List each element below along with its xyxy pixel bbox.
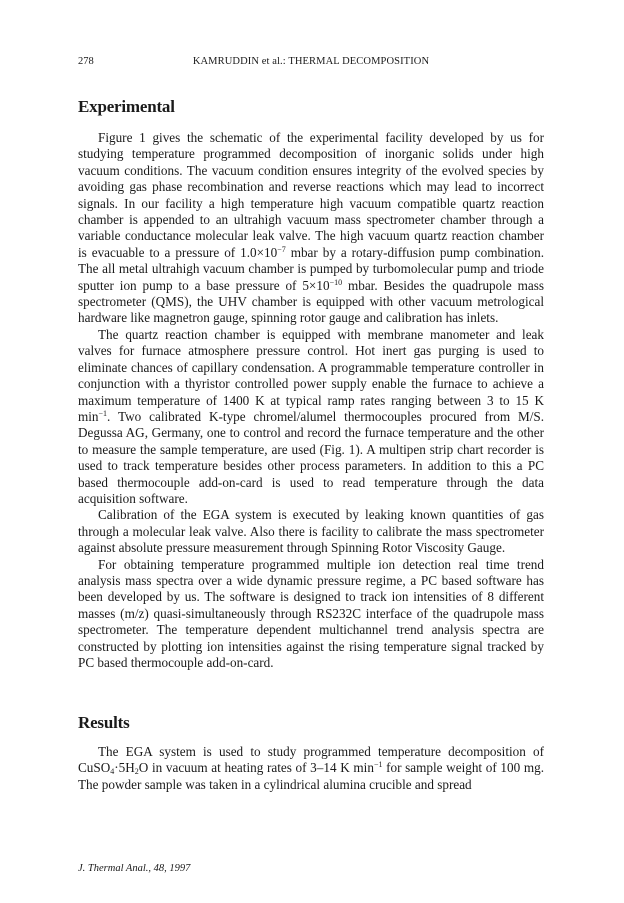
paragraph: Figure 1 gives the schematic of the experimental facility developed by us for studying temperature programmed decomposition of inorganic solids under high vacuum conditions. The vacuum condition ensures integrity of the evolved species by avoiding gas phase recombination and reverse reactions which may lead to incorrect signals. In our facility a high temperature high vacuum compatible quartz reaction chamber is appended to an ultrahigh vacuum mass spectrometer chamber through a variable conductance molecular leak valve. The high vacuum quartz reaction chamber is evacuable to a pressure of $1.0\times 10^{-7}$ mbar by a rotary-diffusion pump combination. The all metal ultrahigh vacuum chamber is pumped by turbomolecular pump and triode sputter ion pump to a base pressure of $5\times 10^{-10}$ mbar. Besides the quadrupole mass spectrometer (QMS), the UHV chamber is equipped with other vacuum metrological hardware like magnetron gauge, spinning rotor gauge and calibration has inlets. xyxy=(78,130,545,326)
running-head: KAMRUDDIN et al.: THERMAL DECOMPOSITION xyxy=(192,56,430,67)
experimental-section xyxy=(78,130,544,671)
paragraph: The quartz reaction chamber is equipped with membrane manometer and leak valves for furnace atmosphere pressure control. Hot inert gas purging is used to eliminate chances of capillary condensation. A programmable temperature controller in conjunction with a thyristor controlled power supply enable the furnace to achieve a maximum temperature of 1400 K at typical ramp rates ranging between 3 to 15 K $\min^{-1}$. Two calibrated K-type chromel/alumel thermocouples procured from M/S. Degussa AG, Germany, one to control and record the furnace temperature and the other to measure the sample temperature, are used (Fig. 1). A multipen strip chart recorder is used to track temperature besides other process parameters. In addition to this a PC based thermocouple add-on-card is used to read temperature through the data acquisition software. xyxy=(78,326,544,506)
journal-citation: J. Thermal Anal., 48, 1997 xyxy=(78,863,191,874)
paragraph: The EGA system is used to study programmed temperature decomposition of $CuSO_4\cdot 5H_2O$ in vacuum at heating rates of 3–14 K $\min^{-1}$ for sample weight of 100 mg. The powder sample was taken in a cylindrical alumina crucible and spread xyxy=(78,744,544,792)
section-heading-experimental: Experimental xyxy=(78,97,175,116)
paragraph: For obtaining temperature programmed multiple ion detection real time trend analysis mass spectra over a wide dynamic pressure regime, a PC based software has been developed by us. The software is designed to track ion intensities of 8 different masses (m/z) quasi-simultaneously through RS232C interface of the quadrupole mass spectrometer. The temperature dependent multichannel trend analysis spectra are constructed by plotting ion intensities against the rising temperature signal tracked by PC based thermocouple add-on-card. xyxy=(78,556,544,670)
results-section xyxy=(78,744,544,793)
page-header xyxy=(78,56,544,72)
section-heading-results: Results xyxy=(78,713,130,732)
page-number: 278 xyxy=(78,56,94,67)
paragraph: Calibration of the EGA system is executed by leaking known quantities of gas through a molecular leak valve. Also there is facility to calibrate the mass spectrometer against absolute pressure measurement through Spinning Rotor Viscosity Gauge. xyxy=(78,507,544,556)
